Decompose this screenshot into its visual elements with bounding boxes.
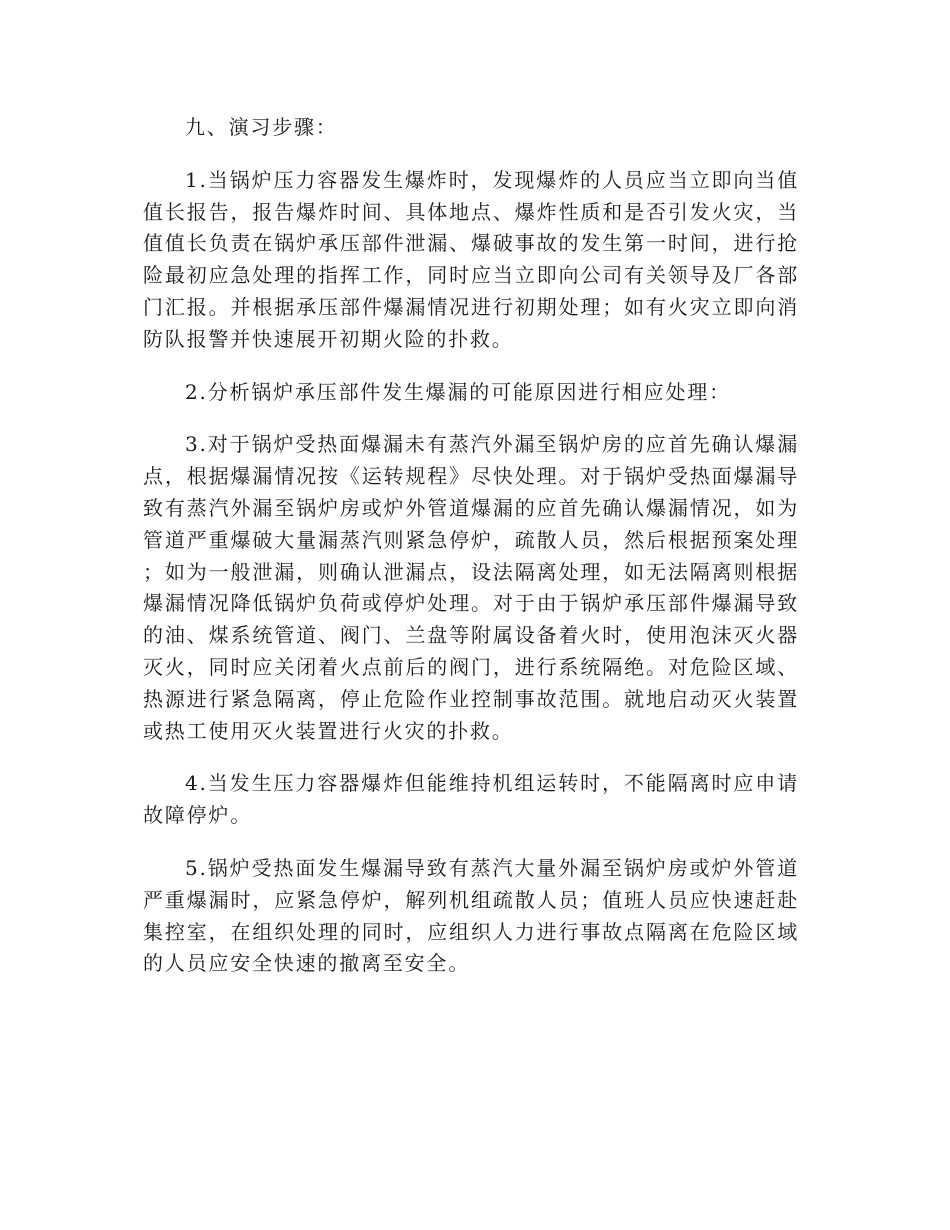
paragraph-step-5: 5.锅炉受热面发生爆漏导致有蒸汽大量外漏至锅炉房或炉外管道严重爆漏时，应紧急停炉，解列机组疏散人员；值班人员应快速赶赴集控室，在组织处理的同时，应组织人力进行事故点隔离在危险区域的人员应安全快速的撤离至安全。 <box>143 855 799 976</box>
paragraph-step-2: 2.分析锅炉承压部件发生爆漏的可能原因进行相应处理： <box>185 379 731 404</box>
document-body <box>143 112 799 1001</box>
paragraph-step-4: 4.当发生压力容器爆炸但能维持机组运转时，不能隔离时应申请故障停炉。 <box>143 771 799 828</box>
paragraph-step-1: 1.当锅炉压力容器发生爆炸时，发现爆炸的人员应当立即向当值值长报告，报告爆炸时间、具体地点、爆炸性质和是否引发火灾，当值值长负责在锅炉承压部件泄漏、爆破事故的发生第一时间，进行抢险最初应急处理的指挥工作，同时应当立即向公司有关领导及厂各部门汇报。并根据承压部件爆漏情况进行初期处理；如有火灾立即向消防队报警并快速展开初期火险的扑救。 <box>143 167 799 351</box>
paragraph-step-3: 3.对于锅炉受热面爆漏未有蒸汽外漏至锅炉房的应首先确认爆漏点，根据爆漏情况按《运转规程》尽快处理。对于锅炉受热面爆漏导致有蒸汽外漏至锅炉房或炉外管道爆漏的应首先确认爆漏情况，如为管道严重爆破大量漏蒸汽则紧急停炉，疏散人员，然后根据预案处理；如为一般泄漏，则确认泄漏点，设法隔离处理，如无法隔离则根据爆漏情况降低锅炉负荷或停炉处理。对于由于锅炉承压部件爆漏导致的油、煤系统管道、阀门、兰盘等附属设备着火时，使用泡沫灭火器灭火，同时应关闭着火点前后的阀门，进行系统隔绝。对危险区域、热源进行紧急隔离，停止危险作业控制事故范围。就地启动灭火装置或热工使用灭火装置进行火灾的扑救。 <box>143 432 799 743</box>
section-heading: 九、演习步骤： <box>185 115 338 139</box>
